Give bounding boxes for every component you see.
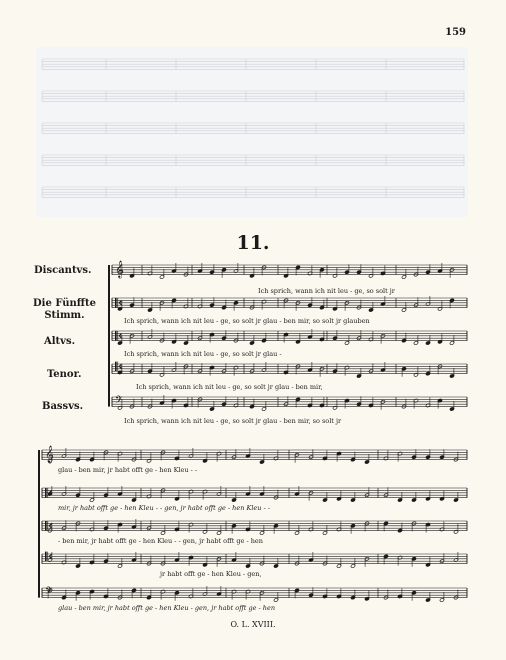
- c-clef-icon: [45, 521, 47, 531]
- page-number: 159: [445, 27, 466, 38]
- lyrics-system2-voice4: jr habt offt ge - hen Kleu - gen,: [160, 570, 262, 578]
- c-clef-icon: [117, 362, 118, 372]
- voice-label-bassus: Bassvs.: [42, 401, 84, 412]
- c-clef-icon: [45, 552, 47, 562]
- lyrics-system1-discantus: Ich sprich, wann ich nit leu - ge, so solt jr: [258, 287, 395, 295]
- c-clef-icon: [115, 362, 117, 372]
- lyrics-system1-fifth-voice: Ich sprich, wann ich nit leu - ge, so solt jr glau - ben mir, so solt jr glauben: [124, 317, 370, 325]
- bass-clef-icon: 𝄢: [45, 585, 53, 599]
- c-clef-icon: [115, 331, 117, 341]
- page-footer: O. L. XVIII.: [230, 620, 276, 629]
- bass-clef-icon: 𝄢: [115, 394, 123, 408]
- piece-number: 11.: [236, 232, 270, 254]
- treble-clef-icon: 𝄞: [45, 445, 54, 463]
- c-clef-icon: [45, 488, 47, 498]
- voice-label-altus: Altvs.: [44, 336, 76, 347]
- voice-label-discantus: Discantvs.: [34, 265, 92, 276]
- lyrics-system2-voice1: glau - ben mir, jr habt offt ge - hen Kleu - -: [58, 466, 198, 474]
- lyrics-system2-voice2: mir, jr habt offt ge - hen Kleu - - gen, jr habt offt ge - hen Kleu - -: [58, 504, 270, 512]
- c-clef-icon: [115, 298, 117, 308]
- c-clef-icon: [117, 298, 118, 308]
- treble-clef-icon: 𝄞: [115, 260, 124, 278]
- lyrics-system2-voice5: glau - ben mir, jr habt offt ge - hen Kleu - gen, jr habt offt ge - hen: [58, 604, 276, 612]
- c-clef-icon: [47, 488, 48, 498]
- lyrics-system2-voice3: - ben mir, jr habt offt ge - hen Kleu - - gen, jr habt offt ge - hen: [58, 537, 263, 545]
- lyrics-system1-altus: Ich sprich, wann ich nit leu - ge, so solt jr glau -: [124, 350, 282, 358]
- lyrics-system1-bassus: Ich sprich, wann ich nit leu - ge, so solt jr glau - ben mir, so solt jr: [124, 417, 342, 425]
- c-clef-icon: [47, 521, 48, 531]
- lyrics-system1-tenor: Ich sprich, wann ich nit leu - ge, so solt jr glau - ben mir,: [136, 383, 323, 391]
- voice-label-tenor: Tenor.: [47, 369, 82, 380]
- c-clef-icon: [117, 331, 118, 341]
- voice-label-fifth-voice: Die Fünffte Stimm.: [33, 298, 96, 321]
